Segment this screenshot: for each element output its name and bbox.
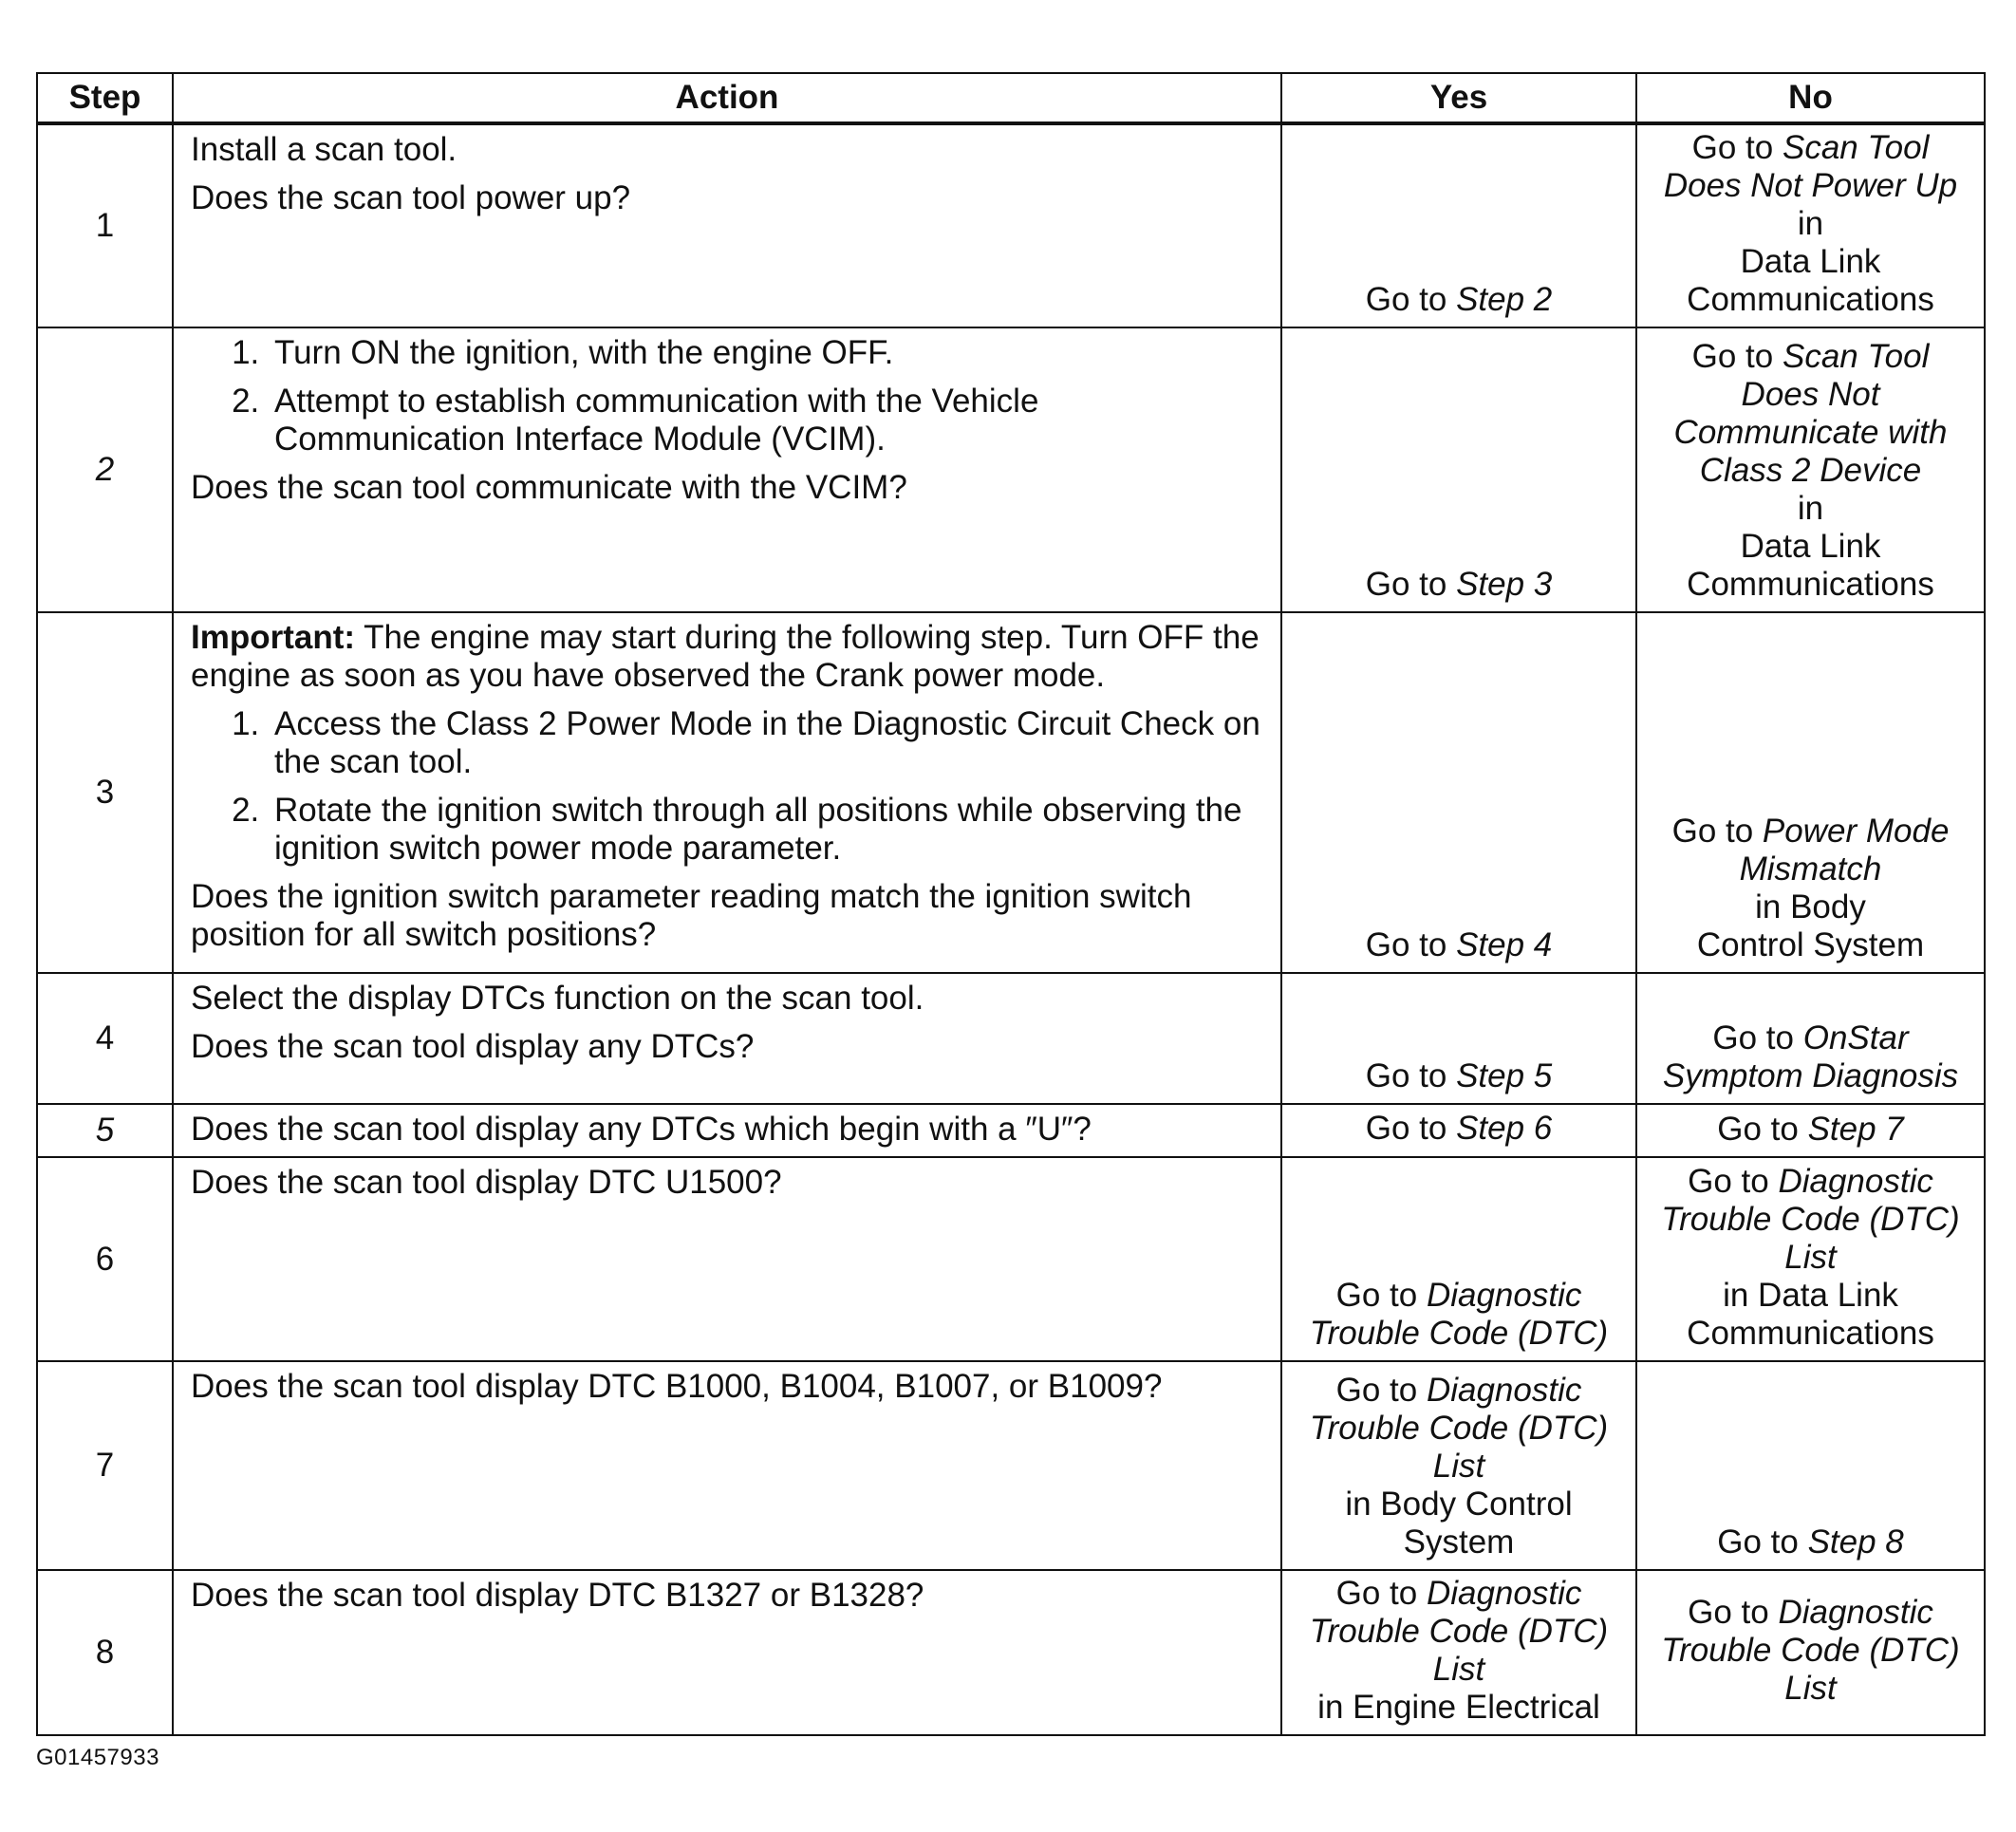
no-text: in Data Link — [1723, 1277, 1898, 1314]
table-row — [37, 612, 1985, 973]
substep-item: 2. Attempt to establish communication with the Vehicle Communication Interface Module (VCIM). — [269, 383, 1261, 458]
no-ref: OnStar — [1802, 1019, 1909, 1056]
no-line — [1645, 129, 1976, 167]
no-ref: Scan Tool — [1782, 129, 1930, 166]
no-line — [1645, 1239, 1976, 1277]
no-line — [1645, 243, 1976, 281]
yes-line — [1290, 1372, 1628, 1410]
no-line — [1645, 1111, 1976, 1149]
action-question: Does the scan tool display any DTCs which begin with a ″U″? — [191, 1111, 1092, 1148]
no-ref: Symptom Diagnosis — [1662, 1057, 1959, 1094]
yes-cell — [1281, 1104, 1636, 1157]
no-ref: Trouble Code (DTC) — [1661, 1632, 1960, 1669]
yes-cell — [1281, 1570, 1636, 1735]
yes-ref: Trouble Code (DTC) — [1309, 1410, 1609, 1447]
no-line — [1645, 1632, 1976, 1670]
header-no: No — [1636, 73, 1985, 123]
table-row — [37, 1570, 1985, 1735]
action-question: Does the scan tool display DTC U1500? — [191, 1164, 782, 1201]
yes-cell — [1281, 1157, 1636, 1361]
yes-text: Go to — [1365, 926, 1457, 963]
no-ref: List — [1784, 1239, 1837, 1276]
no-line — [1645, 566, 1976, 604]
no-line — [1645, 851, 1976, 888]
no-cell — [1636, 973, 1985, 1104]
yes-text: in Engine Electrical — [1317, 1689, 1600, 1726]
no-text: Go to — [1688, 1163, 1779, 1200]
yes-line — [1290, 1410, 1628, 1448]
no-cell — [1636, 1361, 1985, 1570]
substep-list — [191, 705, 1261, 868]
no-cell — [1636, 1570, 1985, 1735]
no-cell — [1636, 1104, 1985, 1157]
no-line — [1645, 1670, 1976, 1708]
no-line — [1645, 376, 1976, 414]
substep-item: 1. Turn ON the ignition, with the engine OFF. — [269, 334, 1261, 372]
no-line — [1645, 926, 1976, 964]
yes-text: Go to — [1335, 1575, 1427, 1612]
table-row — [37, 123, 1985, 327]
no-ref: Class 2 Device — [1699, 452, 1922, 489]
no-ref: Diagnostic — [1778, 1594, 1933, 1631]
table-row — [37, 327, 1985, 612]
no-text: Control System — [1696, 926, 1925, 963]
step-cell: 3 — [37, 612, 173, 973]
substep-item: 1. Access the Class 2 Power Mode in the Diagnostic Circuit Check on the scan tool. — [269, 705, 1261, 781]
yes-ref: Step 4 — [1456, 926, 1553, 963]
important-text: The engine may start during the following step. Turn OFF the engine as soon as you have observed the Crank power mode. — [191, 619, 1260, 694]
yes-cell — [1281, 123, 1636, 327]
no-line — [1645, 452, 1976, 490]
no-line — [1645, 1163, 1976, 1201]
no-line — [1645, 490, 1976, 528]
no-line — [1645, 813, 1976, 851]
yes-line — [1290, 1110, 1628, 1148]
no-text: Data Link — [1740, 528, 1881, 565]
no-line — [1645, 1201, 1976, 1239]
yes-line — [1290, 1651, 1628, 1689]
no-cell — [1636, 327, 1985, 612]
no-ref: Trouble Code (DTC) — [1661, 1201, 1960, 1238]
yes-ref: Step 3 — [1456, 566, 1553, 603]
action-question: Does the scan tool communicate with the VCIM? — [191, 469, 907, 506]
action-question: Does the scan tool power up? — [191, 179, 631, 216]
yes-line — [1290, 566, 1628, 604]
no-line — [1645, 1019, 1976, 1057]
no-text: in Body — [1755, 888, 1866, 925]
yes-text: Go to — [1335, 1277, 1427, 1314]
step-cell: 6 — [37, 1157, 173, 1361]
no-text: in — [1797, 490, 1824, 527]
yes-line — [1290, 1486, 1628, 1524]
table-body — [37, 123, 1985, 1735]
header-action: Action — [173, 73, 1281, 123]
no-text: Go to — [1717, 1524, 1808, 1561]
header-yes: Yes — [1281, 73, 1636, 123]
no-line — [1645, 414, 1976, 452]
action-cell — [173, 1157, 1281, 1361]
no-cell — [1636, 123, 1985, 327]
no-ref: Communicate with — [1673, 414, 1948, 451]
no-text: in — [1797, 205, 1824, 242]
no-ref: Does Not Power Up — [1663, 167, 1958, 204]
no-ref: List — [1784, 1670, 1837, 1707]
no-text: Go to — [1691, 129, 1783, 166]
no-line — [1645, 281, 1976, 319]
action-cell — [173, 123, 1281, 327]
yes-ref: Trouble Code (DTC) — [1309, 1315, 1609, 1352]
no-text: Communications — [1687, 1315, 1934, 1352]
yes-ref: Step 5 — [1456, 1057, 1553, 1094]
no-text: Go to — [1688, 1594, 1779, 1631]
no-ref: Step 7 — [1807, 1111, 1904, 1148]
table-row — [37, 973, 1985, 1104]
step-cell: 4 — [37, 973, 173, 1104]
yes-text: Go to — [1365, 1057, 1457, 1094]
yes-text: Go to — [1335, 1372, 1427, 1409]
no-line — [1645, 338, 1976, 376]
figure-id: G01457933 — [36, 1745, 159, 1770]
action-question: Does the ignition switch parameter reading match the ignition switch position for all switch positions? — [191, 878, 1192, 953]
no-line — [1645, 888, 1976, 926]
yes-ref: List — [1432, 1651, 1485, 1688]
yes-line — [1290, 281, 1628, 319]
header-row — [37, 73, 1985, 123]
no-text: Go to — [1671, 813, 1763, 850]
yes-ref: List — [1432, 1448, 1485, 1485]
step-cell: 7 — [37, 1361, 173, 1570]
action-question: Does the scan tool display any DTCs? — [191, 1028, 755, 1065]
yes-ref: Step 6 — [1456, 1110, 1553, 1147]
yes-line — [1290, 1575, 1628, 1613]
yes-ref: Diagnostic — [1426, 1372, 1582, 1409]
header-step: Step — [37, 73, 173, 123]
action-cell — [173, 612, 1281, 973]
no-line — [1645, 1594, 1976, 1632]
no-line — [1645, 1315, 1976, 1353]
no-text: Go to — [1712, 1019, 1803, 1056]
action-text: Install a scan tool. — [191, 131, 457, 168]
action-text: Select the display DTCs function on the scan tool. — [191, 980, 924, 1017]
yes-ref: Step 2 — [1456, 281, 1553, 318]
table-row — [37, 1361, 1985, 1570]
no-line — [1645, 1057, 1976, 1095]
yes-text: System — [1403, 1524, 1515, 1561]
no-text: Data Link — [1740, 243, 1881, 280]
action-cell — [173, 1104, 1281, 1157]
yes-line — [1290, 926, 1628, 964]
no-cell — [1636, 1157, 1985, 1361]
action-question: Does the scan tool display DTC B1000, B1004, B1007, or B1009? — [191, 1368, 1163, 1405]
no-cell — [1636, 612, 1985, 973]
step-cell: 5 — [37, 1104, 173, 1157]
no-ref: Diagnostic — [1778, 1163, 1933, 1200]
yes-cell — [1281, 327, 1636, 612]
important-label: Important: — [191, 619, 356, 656]
step-cell: 2 — [37, 327, 173, 612]
no-text: Go to — [1691, 338, 1783, 375]
yes-line — [1290, 1613, 1628, 1651]
no-line — [1645, 167, 1976, 205]
no-ref: Does Not — [1741, 376, 1880, 413]
no-text: Go to — [1717, 1111, 1808, 1148]
important-note — [191, 619, 1261, 695]
action-cell — [173, 1361, 1281, 1570]
step-cell: 8 — [37, 1570, 173, 1735]
yes-ref: Diagnostic — [1426, 1277, 1582, 1314]
substep-list — [191, 334, 1261, 458]
no-text: Communications — [1687, 566, 1934, 603]
no-ref: Power Mode — [1762, 813, 1950, 850]
yes-line — [1290, 1315, 1628, 1353]
action-cell — [173, 327, 1281, 612]
substep-item: 2. Rotate the ignition switch through all positions while observing the ignition switch power mode parameter. — [269, 792, 1261, 868]
yes-text: Go to — [1365, 281, 1457, 318]
action-cell — [173, 1570, 1281, 1735]
action-cell — [173, 973, 1281, 1104]
yes-text: Go to — [1365, 566, 1457, 603]
yes-cell — [1281, 973, 1636, 1104]
yes-line — [1290, 1277, 1628, 1315]
yes-line — [1290, 1524, 1628, 1561]
step-cell: 1 — [37, 123, 173, 327]
diagnostic-table — [36, 72, 1986, 1736]
yes-line — [1290, 1448, 1628, 1486]
yes-ref: Trouble Code (DTC) — [1309, 1613, 1609, 1650]
no-line — [1645, 1524, 1976, 1561]
no-line — [1645, 528, 1976, 566]
no-ref: Mismatch — [1739, 851, 1882, 888]
yes-line — [1290, 1689, 1628, 1727]
no-line — [1645, 205, 1976, 243]
table-row — [37, 1104, 1985, 1157]
table-row — [37, 1157, 1985, 1361]
no-text: Communications — [1687, 281, 1934, 318]
yes-line — [1290, 1057, 1628, 1095]
yes-text: Go to — [1365, 1110, 1457, 1147]
action-question: Does the scan tool display DTC B1327 or B1328? — [191, 1577, 924, 1614]
yes-cell — [1281, 612, 1636, 973]
yes-ref: Diagnostic — [1426, 1575, 1582, 1612]
no-line — [1645, 1277, 1976, 1315]
no-ref: Scan Tool — [1782, 338, 1930, 375]
yes-cell — [1281, 1361, 1636, 1570]
yes-text: in Body Control — [1345, 1486, 1573, 1523]
no-ref: Step 8 — [1807, 1524, 1904, 1561]
